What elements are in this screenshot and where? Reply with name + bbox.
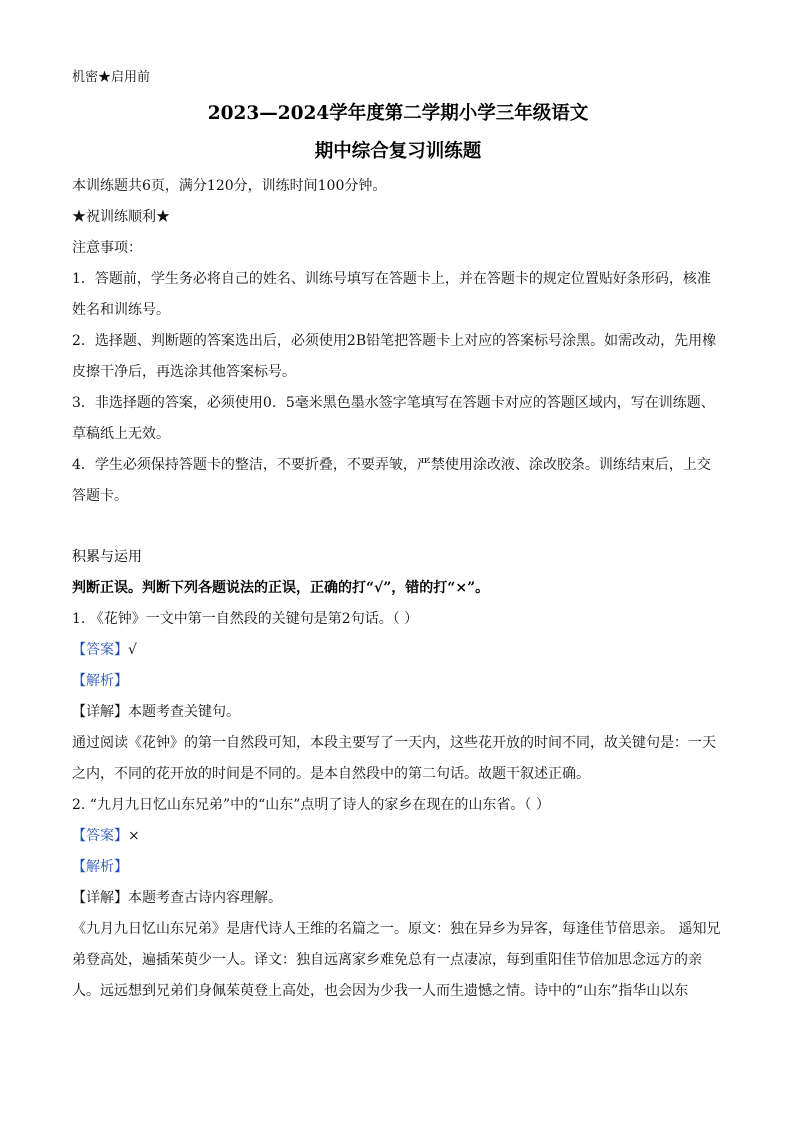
question-2-analysis <box>72 852 724 883</box>
exam-subtitle: 期中综合复习训练题 <box>314 141 482 162</box>
question-1-detail <box>72 697 724 728</box>
detail-label: 【详解】 <box>72 704 128 720</box>
question-2-stem: 2. “九月九日忆山东兄弟”中的“山东”点明了诗人的家乡在现在的山东省。（ ） <box>72 797 550 813</box>
notice-item-4: 4．学生必须保持答题卡的整洁，不要折叠，不要弄皱，严禁使用涂改液、涂改胶条。训练结束后，上交答题卡。 <box>72 457 711 504</box>
question-1-explanation: 通过阅读《花钟》的第一自然段可知，本段主要写了一天内，这些花开放的时间不同，故关键句是：一天之内，不同的花开放的时间是不同的。是本自然段中的第二句话。故题干叙述正确。 <box>72 735 716 782</box>
answer-label: 【答案】 <box>72 828 128 844</box>
exam-wish: ★祝训练顺利★ <box>72 209 170 225</box>
question-1-answer <box>72 635 724 666</box>
detail-text: 本题考查古诗内容理解。 <box>128 890 282 906</box>
question-1-analysis <box>72 666 724 697</box>
analysis-label: 【解析】 <box>72 859 128 875</box>
detail-label: 【详解】 <box>72 890 128 906</box>
document-page <box>72 62 724 1007</box>
notice-item-3: 3．非选择题的答案，必须使用0．5毫米黑色墨水签字笔填写在答题卡对应的答题区域内，写在训练题、草稿纸上无效。 <box>72 395 715 442</box>
answer-value: √ <box>128 642 137 658</box>
section-heading: 积累与运用 <box>72 549 142 565</box>
exam-title: 2023—2024学年度第二学期小学三年级语文 <box>207 103 589 124</box>
exam-info: 本训练题共6页，满分120分，训练时间100分钟。 <box>72 178 387 194</box>
answer-value: × <box>128 828 140 844</box>
notice-heading: 注意事项： <box>72 240 142 256</box>
analysis-label: 【解析】 <box>72 673 128 689</box>
answer-label: 【答案】 <box>72 642 128 658</box>
detail-text: 本题考查关键句。 <box>128 704 240 720</box>
question-2-answer <box>72 821 724 852</box>
confidential-mark: 机密★启用前 <box>72 70 151 85</box>
notice-item-2: 2．选择题、判断题的答案选出后，必须使用2B铅笔把答题卡上对应的答案标号涂黑。如需改动，先用橡皮擦干净后，再选涂其他答案标号。 <box>72 333 717 380</box>
question-2-detail <box>72 883 724 914</box>
section-instruction: 判断正误。判断下列各题说法的正误，正确的打“√”，错的打“×”。 <box>72 580 490 596</box>
section-spacer <box>72 512 724 542</box>
question-2-explanation: 《九月九日忆山东兄弟》是唐代诗人王维的名篇之一。原文：独在异乡为异客，每逢佳节倍思亲。 遥知兄弟登高处，遍插茱萸少一人。译文：独自远离家乡难免总有一点凄凉，每到重阳佳节倍加思念远方的亲人。远远想到兄弟们身佩茱萸登上高处，也会因为少我一人而生遗憾之情。诗中的“山东”指华山以东 <box>72 921 721 999</box>
notice-item-1: 1．答题前，学生务必将自己的姓名、训练号填写在答题卡上，并在答题卡的规定位置贴好条形码，核准姓名和训练号。 <box>72 271 711 318</box>
question-1-stem: 1. 《花钟》一文中第一自然段的关键句是第2句话。（ ） <box>72 611 419 627</box>
